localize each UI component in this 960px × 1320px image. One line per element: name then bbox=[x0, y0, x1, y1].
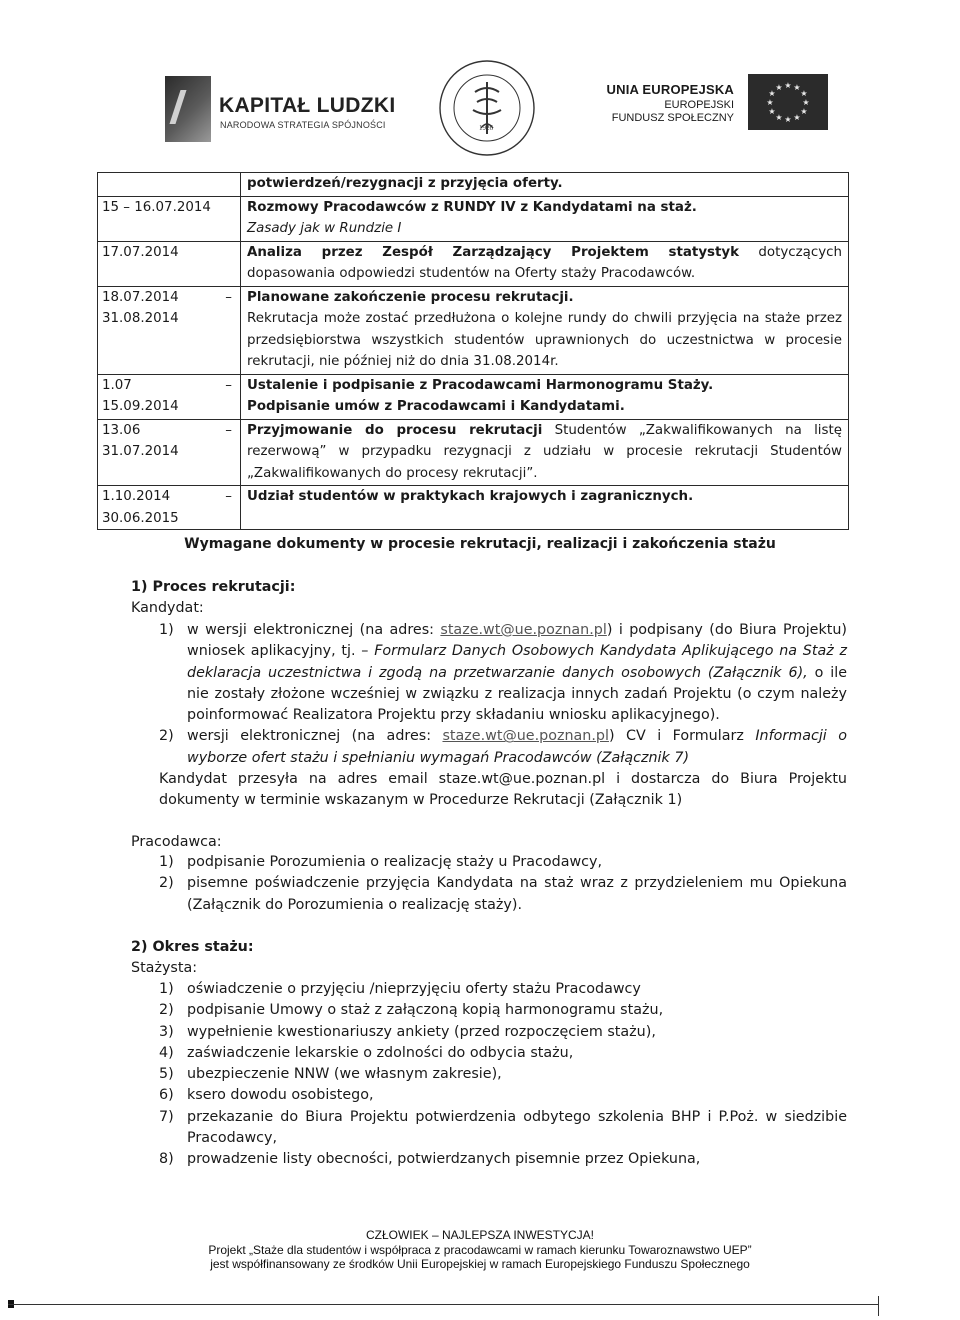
row-date-dash: – bbox=[225, 422, 232, 438]
row-description: Planowane zakończenie procesu rekrutacji. bbox=[247, 289, 574, 305]
section-title: Wymagane dokumenty w procesie rekrutacji, realizacji i zakończenia stażu bbox=[184, 536, 776, 552]
item-number: 2) bbox=[159, 728, 174, 745]
list-item: 6) ksero dowodu osobistego, bbox=[159, 1087, 374, 1104]
row-details: Studentów „Zakwalifikowanych na listę rezerwową” w przypadku rezygnacji z udziału w procesie rekrutacji Studentów „Zakwalifikowanych do procesy rekrutacji”. bbox=[247, 422, 842, 481]
svg-text:★: ★ bbox=[784, 81, 792, 90]
table-row bbox=[98, 173, 848, 197]
row-date-dash: – bbox=[225, 489, 232, 504]
row-date-start: 18.07.2014 bbox=[102, 289, 179, 305]
footer-funding: jest współfinansowany ze środków Unii Europejskiej w ramach Europejskiego Funduszu Społecznego bbox=[210, 1257, 750, 1271]
list-item: 3) wypełnienie kwestionariuszy ankiety (przed rozpoczęciem stażu), bbox=[159, 1023, 656, 1040]
svg-text:★: ★ bbox=[775, 83, 783, 92]
table-row bbox=[98, 486, 848, 529]
candidate-list bbox=[159, 620, 847, 812]
employer-list bbox=[159, 852, 847, 916]
list-item: 1) w wersji elektronicznej (na adres: staze.wt@ue.poznan.pl) i podpisany (do Biura Projektu) wniosek aplikacyjny, tj. – Formularz Danych Osobowych Kandydata Aplikującego na Staż z deklaracja uczestnictwa i zgodą na przetwarzanie danych osobowych (Załącznik 6), o ile nie zostały złożone wcześniej w związku z realizacja innych zadań Projektu (o czym należy poinformować Realizatora Projektu przy składaniu wniosku aplikacyjnego). bbox=[159, 620, 847, 726]
bottom-tick bbox=[878, 1296, 879, 1316]
row-description: Ustalenie i podpisanie z Pracodawcami Harmonogramu Staży. bbox=[247, 377, 714, 393]
row-description: Udział studentów w praktykach krajowych i zagranicznych. bbox=[247, 489, 694, 504]
eu-title: UNIA EUROPEJSKA bbox=[606, 82, 734, 97]
row-date-start: 13.06 bbox=[102, 422, 141, 438]
list-item: 4) zaświadczenie lekarskie o zdolności do odbycia stażu, bbox=[159, 1044, 574, 1061]
candidate-note: Kandydat przesyła na adres email staze.wt@ue.poznan.pl i dostarcza do Biura Projektu dokumenty w terminie wskazanym w Procedurze Rekrutacji (Załącznik 1) bbox=[159, 771, 847, 809]
item-number: 1) bbox=[159, 622, 174, 638]
kapital-ludzki-flag-icon bbox=[165, 76, 211, 142]
row-description-rest: odpowiedzi studentów na Oferty staży Pracodawców. bbox=[339, 266, 696, 281]
row-date-dash: – bbox=[225, 289, 232, 305]
bottom-divider bbox=[8, 1304, 878, 1305]
row-date-start: 1.07 bbox=[102, 377, 132, 393]
svg-text:★: ★ bbox=[768, 107, 776, 116]
footer bbox=[0, 1228, 960, 1272]
svg-text:★: ★ bbox=[800, 107, 808, 116]
list-item: 8) prowadzenie listy obecności, potwierdzanych pisemnie przez Opiekuna, bbox=[159, 1151, 701, 1168]
row-description: potwierdzeń/rezygnacji z przyjęcia oferty. bbox=[247, 176, 563, 191]
row-description: Rozmowy Pracodawców z RUNDY IV z Kandydatami na staż. bbox=[247, 199, 697, 215]
eu-fund-line2: FUNDUSZ SPOŁECZNY bbox=[611, 112, 734, 124]
email-link[interactable]: staze.wt@ue.poznan.pl bbox=[442, 728, 609, 745]
kapital-ludzki-title: KAPITAŁ LUDZKI bbox=[219, 94, 396, 117]
footer-project: Projekt „Staże dla studentów i współpraca z pracodawcami w ramach kierunku Towaroznawstwo UEP” bbox=[208, 1242, 752, 1257]
svg-text:★: ★ bbox=[784, 115, 792, 124]
row-description: Analiza przez Zespół Zarządzający Projektem statystyk bbox=[247, 244, 740, 260]
svg-text:★: ★ bbox=[802, 98, 810, 107]
svg-text:★: ★ bbox=[793, 83, 801, 92]
schedule-table bbox=[97, 172, 849, 530]
table-row bbox=[98, 420, 848, 487]
eu-logo bbox=[606, 74, 836, 134]
row-date-end: 30.06.2015 bbox=[102, 510, 179, 526]
table-row bbox=[98, 242, 848, 287]
kapital-ludzki-subtitle: NARODOWA STRATEGIA SPÓJNOŚCI bbox=[220, 120, 386, 130]
intern-list bbox=[159, 979, 847, 1171]
heading-internship-period: 2) Okres stażu: bbox=[131, 939, 254, 955]
list-item: 1) podpisanie Porozumienia o realizację staży u Pracodawcy, bbox=[159, 854, 603, 870]
svg-text:★: ★ bbox=[775, 113, 783, 122]
label-employer: Pracodawca: bbox=[131, 834, 222, 850]
table-row bbox=[98, 197, 848, 242]
row-date-dash: – bbox=[225, 377, 232, 393]
row-date-end: 31.08.2014 bbox=[102, 311, 179, 326]
row-date-end: 15.09.2014 bbox=[102, 399, 179, 414]
row-details: Rekrutacja może zostać przedłużona o kolejne rundy do chwili przyjęcia na staże przez przedsiębiorstwa wszystkich studentów uprawnionych do uczestnictwa w procesie rekrutacji, nie później niż do dnia 31.08.2014r. bbox=[247, 311, 842, 369]
row-description-rest: dotyczących dopasowania bbox=[247, 244, 843, 281]
list-item: 2) pisemne poświadczenie przyjęcia Kandydata na staż wraz z przydzieleniem mu Opiekuna (Załącznik do Porozumienia o realizację staży). bbox=[159, 875, 847, 913]
heading-recruitment: 1) Proces rekrutacji: bbox=[131, 579, 296, 595]
university-seal-icon bbox=[437, 58, 537, 158]
list-item: 2) podpisanie Umowy o staż z załączoną kopią harmonogramu stażu, bbox=[159, 1002, 664, 1019]
svg-text:★: ★ bbox=[768, 89, 776, 98]
row-description: Przyjmowanie do procesu rekrutacji bbox=[247, 422, 543, 438]
seal-year: 1926 bbox=[479, 124, 493, 132]
list-item: 5) ubezpieczenie NNW (we własnym zakresie), bbox=[159, 1066, 502, 1083]
row-date-start: 1.10.2014 bbox=[102, 489, 171, 504]
row-date: 15 – 16.07.2014 bbox=[102, 199, 211, 215]
eu-flag-icon bbox=[748, 74, 828, 130]
list-item: 1) oświadczenie o przyjęciu /nieprzyjęciu oferty stażu Pracodawcy bbox=[159, 981, 641, 997]
table-row bbox=[98, 375, 848, 420]
row-note: Zasady jak w Rundzie I bbox=[247, 221, 402, 236]
label-candidate: Kandydat: bbox=[131, 600, 204, 616]
email-link[interactable]: staze.wt@ue.poznan.pl bbox=[440, 622, 607, 638]
eu-fund-line1: EUROPEJSKI bbox=[664, 99, 734, 111]
table-row bbox=[98, 287, 848, 375]
list-item: 7) przekazanie do Biura Projektu potwierdzenia odbytego szkolenia BHP i P.Poż. w siedzibie Pracodawcy, bbox=[159, 1108, 847, 1147]
row-description: Podpisanie umów z Pracodawcami i Kandydatami. bbox=[247, 399, 625, 414]
list-item: 2) wersji elektronicznej (na adres: staze.wt@ue.poznan.pl) CV i Formularz Informacji o wyborze ofert stażu i spełnianiu wymagań Pracodawców (Załącznik 7) bbox=[159, 726, 847, 769]
footer-slogan: CZŁOWIEK – NAJLEPSZA INWESTYCJA! bbox=[365, 1228, 595, 1242]
row-date-end: 31.07.2014 bbox=[102, 444, 179, 459]
svg-text:★: ★ bbox=[800, 89, 808, 98]
label-intern: Stażysta: bbox=[131, 960, 198, 976]
row-date: 17.07.2014 bbox=[102, 244, 179, 260]
svg-text:★: ★ bbox=[793, 113, 801, 122]
svg-text:★: ★ bbox=[766, 98, 774, 107]
kapital-ludzki-logo bbox=[165, 76, 395, 148]
